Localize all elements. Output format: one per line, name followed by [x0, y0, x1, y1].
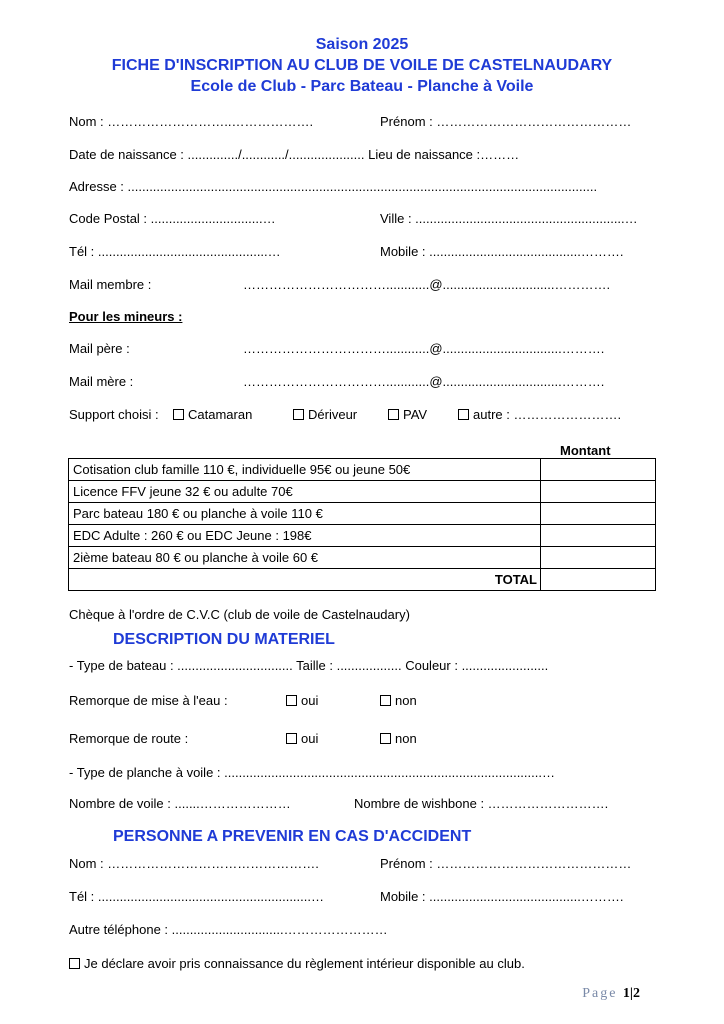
- fee-label: Parc bateau 180 € ou planche à voile 110 €: [69, 503, 541, 525]
- remorque-route-non[interactable]: [380, 731, 417, 747]
- accident-prenom-field[interactable]: Prénom : ………………………………………: [380, 856, 632, 871]
- accident-mobile-field[interactable]: Mobile : ..........................................……….: [380, 889, 624, 904]
- support-label: Support choisi :: [69, 407, 159, 422]
- postal-code-field[interactable]: Code Postal : ...............................…: [69, 211, 276, 226]
- fees-table: [68, 458, 656, 591]
- mail-pere-label: Mail père :: [69, 341, 130, 356]
- birth-field[interactable]: Date de naissance : ............../............/..................... Lieu de naissance :………: [69, 147, 520, 162]
- prenom-field[interactable]: Prénom : ………………………………………: [380, 114, 632, 129]
- table-row: [69, 459, 656, 481]
- support-deriveur[interactable]: [293, 407, 357, 423]
- checkbox-icon[interactable]: [388, 409, 399, 420]
- nom-field[interactable]: Nom : ………………………..……………….: [69, 114, 314, 129]
- support-autre[interactable]: [458, 407, 621, 423]
- declaration-text: Je déclare avoir pris connaissance du règlement intérieur disponible au club.: [84, 956, 525, 971]
- support-pav-label: PAV: [403, 407, 428, 422]
- fee-amount-cell[interactable]: [541, 481, 656, 503]
- checkbox-icon[interactable]: [286, 695, 297, 706]
- amount-header: Montant: [560, 443, 611, 458]
- support-pav[interactable]: [388, 407, 427, 423]
- page-word: Page: [582, 986, 618, 1001]
- mail-mere-field[interactable]: ……………………………............@.................................……….: [243, 374, 605, 389]
- checkbox-icon[interactable]: [173, 409, 184, 420]
- remorque-eau-oui[interactable]: [286, 693, 318, 709]
- type-bateau-field[interactable]: - Type de bateau : ................................ Taille : .................. Couleur : ........................: [69, 658, 549, 673]
- materiel-heading: DESCRIPTION DU MATERIEL: [113, 631, 335, 648]
- nombre-voile-field[interactable]: Nombre de voile : .......…………………: [69, 796, 291, 811]
- oui-label: oui: [301, 731, 319, 746]
- adresse-field[interactable]: Adresse : ..................................................................................................................................: [69, 179, 598, 194]
- checkbox-icon[interactable]: [380, 695, 391, 706]
- remorque-eau-label: Remorque de mise à l'eau :: [69, 693, 228, 708]
- accident-tel-field[interactable]: Tél : ...........................................................…: [69, 889, 324, 904]
- fee-label: Cotisation club famille 110 €, individuelle 95€ ou jeune 50€: [69, 459, 541, 481]
- table-row: [69, 525, 656, 547]
- ville-field[interactable]: Ville : ..........................................................…: [380, 211, 638, 226]
- mail-membre-label: Mail membre :: [69, 277, 152, 292]
- fee-amount-cell[interactable]: [541, 459, 656, 481]
- minors-heading: Pour les mineurs :: [69, 309, 183, 324]
- checkbox-icon[interactable]: [286, 733, 297, 744]
- support-deriveur-label: Dériveur: [308, 407, 358, 422]
- fee-amount-cell[interactable]: [541, 503, 656, 525]
- form-title: FICHE D'INSCRIPTION AU CLUB DE VOILE DE CASTELNAUDARY: [111, 57, 613, 74]
- cheque-note: Chèque à l'ordre de C.V.C (club de voile de Castelnaudary): [69, 607, 410, 622]
- checkbox-icon[interactable]: [293, 409, 304, 420]
- support-catamaran[interactable]: [173, 407, 252, 423]
- checkbox-icon[interactable]: [458, 409, 469, 420]
- mail-mere-label: Mail mère :: [69, 374, 134, 389]
- table-row: [69, 569, 656, 591]
- support-autre-label: autre : …………………….: [473, 407, 622, 422]
- mobile-field[interactable]: Mobile : ..........................................……….: [380, 244, 624, 259]
- fee-label: Licence FFV jeune 32 € ou adulte 70€: [69, 481, 541, 503]
- accident-autre-tel-field[interactable]: Autre téléphone : ...............................……………………: [69, 922, 388, 937]
- total-amount-cell[interactable]: [541, 569, 656, 591]
- non-label: non: [395, 693, 417, 708]
- season-title: Saison 2025: [315, 36, 409, 53]
- table-row: [69, 547, 656, 569]
- declaration-checkbox[interactable]: [69, 956, 525, 972]
- table-row: [69, 481, 656, 503]
- support-catamaran-label: Catamaran: [188, 407, 253, 422]
- page-number: 1|2: [622, 986, 640, 1001]
- remorque-route-label: Remorque de route :: [69, 731, 189, 746]
- checkbox-icon[interactable]: [380, 733, 391, 744]
- fee-amount-cell[interactable]: [541, 525, 656, 547]
- fee-label: EDC Adulte : 260 € ou EDC Jeune : 198€: [69, 525, 541, 547]
- tel-field[interactable]: Tél : ...............................................…: [69, 244, 281, 259]
- mail-membre-field[interactable]: ……………………………............@...............................………….: [243, 277, 611, 292]
- accident-nom-field[interactable]: Nom : ………………………………………….: [69, 856, 319, 871]
- accident-heading: PERSONNE A PREVENIR EN CAS D'ACCIDENT: [113, 828, 472, 845]
- type-planche-field[interactable]: - Type de planche à voile : ........................................................................................…: [69, 765, 555, 780]
- fee-amount-cell[interactable]: [541, 547, 656, 569]
- table-row: [69, 503, 656, 525]
- remorque-eau-non[interactable]: [380, 693, 417, 709]
- mail-pere-field[interactable]: ……………………………............@.................................……….: [243, 341, 605, 356]
- nombre-wishbone-field[interactable]: Nombre de wishbone : ……………………….: [354, 796, 609, 811]
- remorque-route-oui[interactable]: [286, 731, 318, 747]
- page-footer: [582, 986, 640, 1002]
- fee-label: 2ième bateau 80 € ou planche à voile 60 €: [69, 547, 541, 569]
- total-label: TOTAL: [69, 569, 541, 591]
- oui-label: oui: [301, 693, 319, 708]
- form-subtitle: Ecole de Club - Parc Bateau - Planche à Voile: [190, 78, 534, 95]
- checkbox-icon[interactable]: [69, 958, 80, 969]
- non-label: non: [395, 731, 417, 746]
